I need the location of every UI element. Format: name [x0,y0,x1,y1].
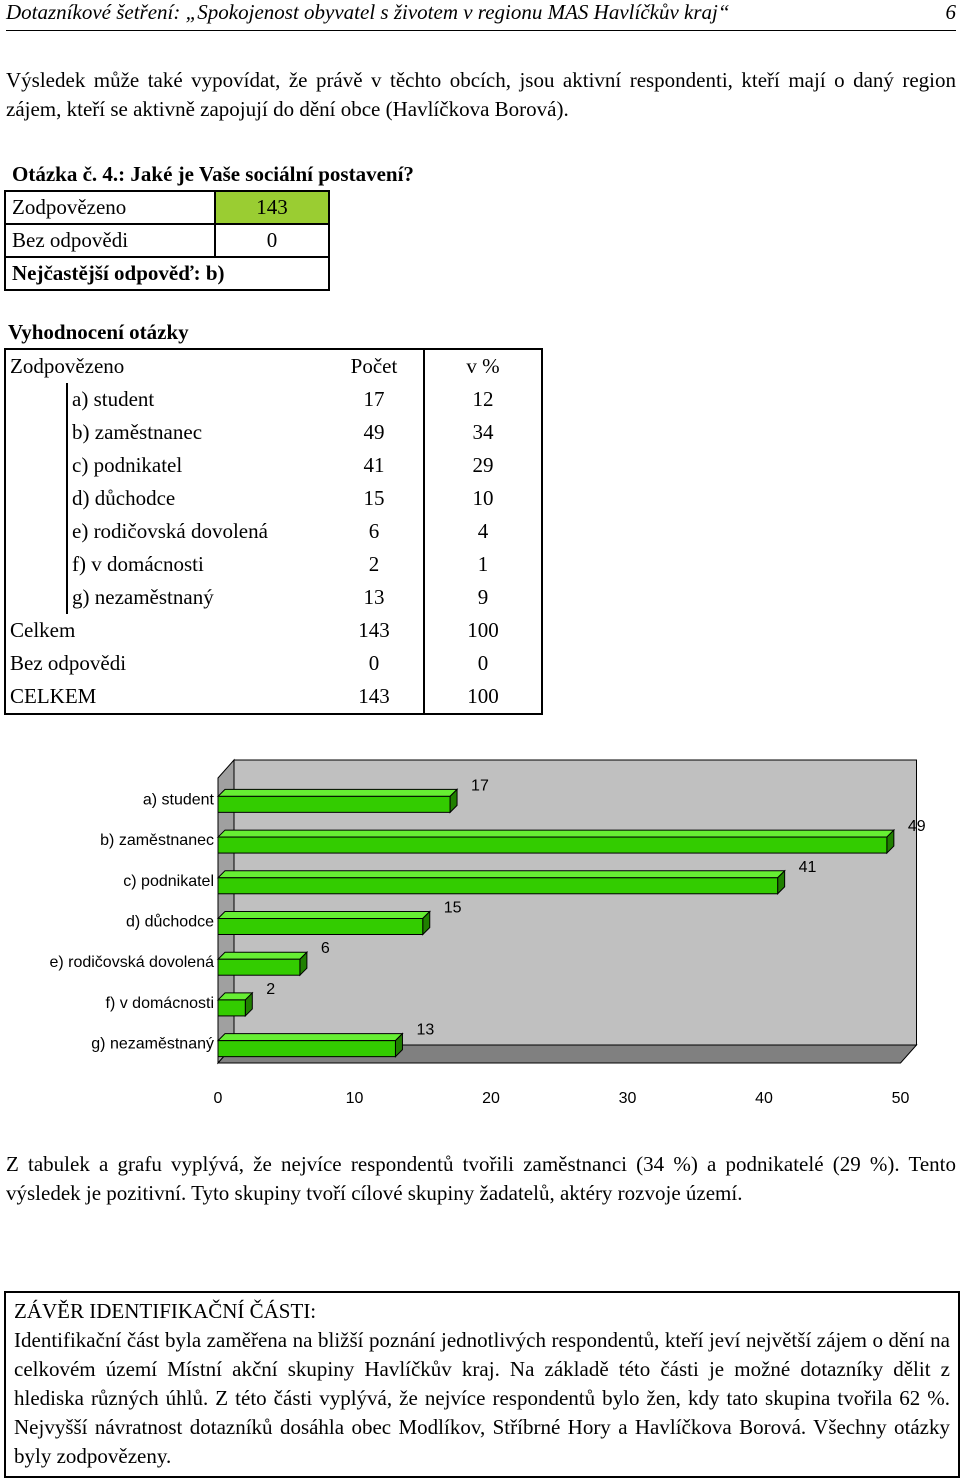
x-tick-label: 30 [618,1090,637,1107]
bar [218,959,300,975]
row-label: e) rodičovská dovolená [67,515,325,548]
bar-top-face [218,871,785,878]
x-tick-label: 10 [345,1090,364,1107]
bar-top-face [218,1034,402,1041]
table-row [5,349,542,383]
category-label: b) zaměstnanec [100,832,214,850]
x-tick-label: 50 [891,1090,910,1107]
table-row [5,680,542,714]
conclusion-box [4,1291,960,1478]
table-row [5,482,542,515]
table-row [5,449,542,482]
row-count: 2 [368,552,380,576]
value-label: 15 [443,899,462,917]
question-heading: Otázka č. 4.: Jaké je Vaše sociální postavení? [12,162,414,186]
page-number: 6 [945,0,956,24]
noans-percent: 0 [424,647,542,680]
row-percent: 29 [424,449,542,482]
bar [218,878,778,894]
evaluation-table [4,348,543,715]
total-percent: 100 [424,614,542,647]
answered-label: Zodpovězeno [5,191,215,224]
bar-chart [0,745,960,1125]
bar-top-face [218,830,894,837]
bar [218,796,450,812]
row-count: 17 [363,387,385,411]
table-row [5,515,542,548]
row-count: 6 [368,519,380,543]
category-label: f) v domácnosti [105,994,214,1012]
value-label: 41 [798,858,817,876]
category-label: g) nezaměstnaný [91,1035,214,1053]
table-row [5,416,542,449]
value-label: 13 [416,1021,435,1039]
bar-top-face [218,912,430,919]
category-label: d) důchodce [125,913,214,931]
noans-label: Bez odpovědi [10,651,127,675]
table-row [5,647,542,680]
value-label: 17 [471,777,489,795]
table-row [5,581,542,614]
bar-top-face [218,952,307,959]
row-percent: 12 [424,383,542,416]
conclusion-box-text: Identifikační část byla zaměřena na bližší poznání jednotlivých respondentů, kteří jeví největší zájem o dění na celkovém území Místní akční skupiny Havlíčkův kraj. Na základě této části je možné dotazníky dělit z hlediska různých úhlů. Z této části vyplývá, že nejvíce respondentů bylo žen, kdy tato skupina tvořila 62 %. Nejvyšší návratnost dotazníků dosáhla obec Modlíkov, Stříbrné Hory a Havlíčkova Borová. Všechny otázky byly zodpovězeny. [14,1328,950,1468]
row-label: c) podnikatel [67,449,325,482]
conclusion-box-title: ZÁVĚR IDENTIFIKAČNÍ ČÁSTI: [14,1299,317,1323]
row-label: b) zaměstnanec [67,416,325,449]
bar [218,919,423,935]
row-percent: 4 [424,515,542,548]
row-percent: 34 [424,416,542,449]
row-count: 41 [363,453,385,477]
row-percent: 10 [424,482,542,515]
row-label: a) student [67,383,325,416]
no-answer-label: Bez odpovědi [5,224,215,257]
most-common-answer: Nejčastější odpověď: b) [5,257,329,290]
total-count: 143 [358,618,390,642]
row-count: 49 [363,420,385,444]
col-percent-header: v % [424,349,542,383]
evaluation-title: Vyhodnocení otázky [8,320,189,344]
grand-label: CELKEM [10,684,97,708]
head-label: Zodpovězeno [10,354,125,378]
row-label: f) v domácnosti [67,548,325,581]
category-label: e) rodičovská dovolená [49,954,214,972]
summary-table [4,190,330,291]
answered-value: 143 [215,191,329,224]
category-label: c) podnikatel [123,872,214,890]
bar [218,1000,245,1016]
conclusion-paragraph: Z tabulek a grafu vyplývá, že nejvíce respondentů tvořili zaměstnanci (34 %) a podnikatelé (29 %). Tento výsledek je pozitivní. Tyto skupiny tvoří cílové skupiny žadatelů, aktéry rozvoje území. [6,1152,956,1205]
intro-paragraph: Výsledek může také vypovídat, že právě v těchto obcích, jsou aktivní respondenti, kteří mají o daný region zájem, kteří se aktivně zapojují do dění obce (Havlíčkova Borová). [6,68,956,121]
x-tick-label: 0 [213,1090,223,1107]
row-label: g) nezaměstnaný [67,581,325,614]
table-row [5,614,542,647]
no-answer-value: 0 [215,224,329,257]
value-label: 49 [907,818,926,836]
total-label: Celkem [10,618,76,642]
col-count-header: Počet [350,354,398,378]
row-count: 13 [363,585,385,609]
bar [218,837,887,853]
value-label: 2 [266,980,276,998]
grand-count: 143 [358,684,390,708]
header-title: Dotazníkové šetření: „Spokojenost obyvatel s životem v regionu MAS Havlíčkův kraj“ [6,0,730,24]
page-header [6,0,956,31]
row-label: d) důchodce [67,482,325,515]
x-tick-label: 20 [482,1090,500,1107]
noans-count: 0 [368,651,380,675]
bar-top-face [218,789,457,796]
category-label: a) student [142,791,214,809]
row-percent: 9 [424,581,542,614]
table-row [5,548,542,581]
row-count: 15 [363,486,385,510]
grand-percent: 100 [424,680,542,714]
bar [218,1041,395,1057]
table-row [5,383,542,416]
row-percent: 1 [424,548,542,581]
value-label: 6 [320,940,330,958]
x-tick-label: 40 [755,1090,773,1107]
